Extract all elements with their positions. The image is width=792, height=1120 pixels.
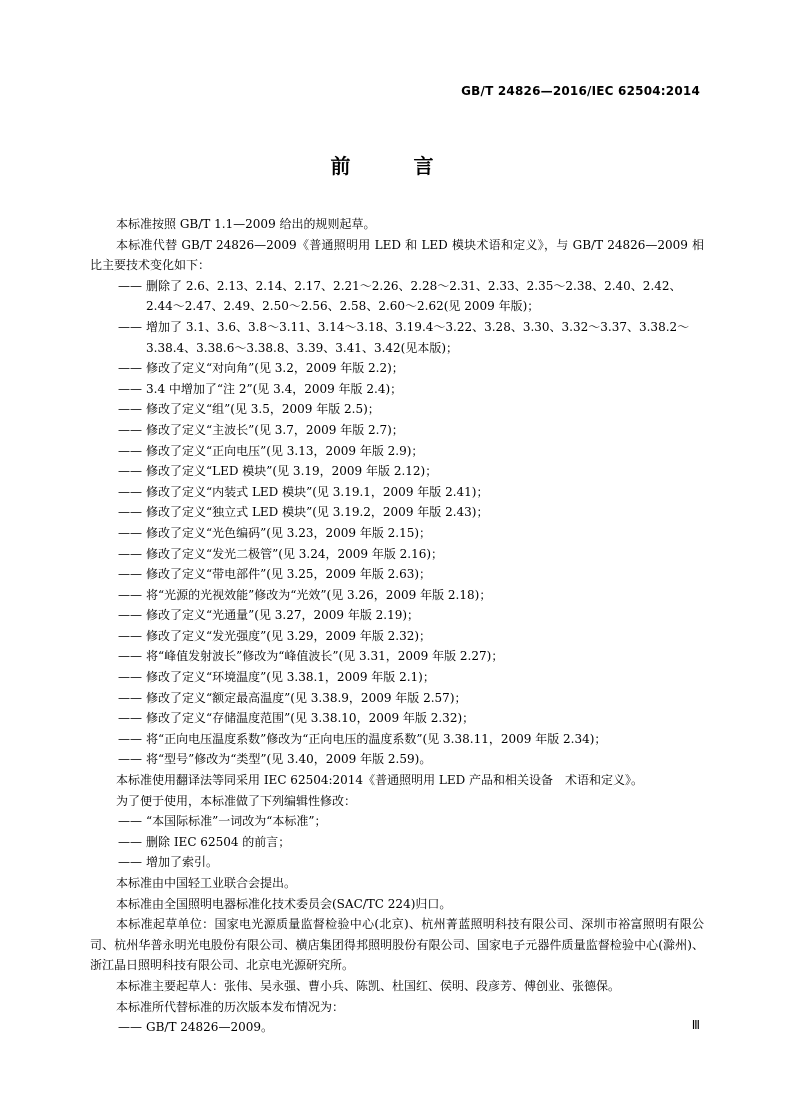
list-item bbox=[118, 379, 704, 400]
list-item bbox=[118, 544, 704, 565]
dash-marker: —— bbox=[118, 505, 142, 520]
paragraph: 本标准由中国轻工业联合会提出。 bbox=[116, 876, 297, 890]
dash-marker: —— bbox=[118, 546, 142, 561]
dash-marker: —— bbox=[118, 319, 142, 334]
dash-marker: —— bbox=[118, 402, 142, 417]
list-item bbox=[118, 317, 704, 358]
list-item bbox=[118, 420, 704, 441]
list-item-text: 将“型号”修改为“类型”(见 3.40，2009 年版 2.59)。 bbox=[146, 752, 432, 767]
paragraph: 本标准使用翻译法等同采用 IEC 62504:2014《普通照明用 LED 产品和相关设备 术语和定义》。 bbox=[116, 773, 644, 788]
list-item bbox=[118, 667, 704, 688]
history-list bbox=[90, 1017, 704, 1038]
list-item-text: 修改了定义“发光二极管”(见 3.24，2009 年版 2.16)； bbox=[146, 546, 444, 561]
page-title: 前 言 bbox=[330, 154, 462, 178]
dash-marker: —— bbox=[118, 690, 142, 705]
dash-marker: —— bbox=[118, 814, 142, 829]
list-item-text: 修改了定义“对向角”(见 3.2，2009 年版 2.2)； bbox=[146, 361, 404, 376]
list-item-text: 修改了定义“额定最高温度”(见 3.38.9，2009 年版 2.57)； bbox=[146, 690, 467, 705]
list-item bbox=[118, 729, 704, 750]
list-item bbox=[118, 564, 704, 585]
dash-marker: —— bbox=[118, 628, 142, 643]
list-item-text: 增加了索引。 bbox=[146, 855, 219, 870]
dash-marker: —— bbox=[118, 670, 142, 685]
list-item bbox=[118, 688, 704, 709]
list-item bbox=[118, 646, 704, 667]
standard-code-header: GB/T 24826—2016/IEC 62504:2014 bbox=[461, 84, 700, 98]
list-item bbox=[118, 852, 704, 873]
list-item-text: 修改了定义“LED 模块”(见 3.19，2009 年版 2.12)； bbox=[146, 464, 438, 479]
document-body bbox=[90, 214, 704, 1038]
list-item-text: 将“正向电压温度系数”修改为“正向电压的温度系数”(见 3.38.11，2009 年版 2.34)； bbox=[146, 731, 607, 746]
dash-marker: —— bbox=[118, 361, 142, 376]
list-item-text: “本国际标准”一词改为“本标准”； bbox=[146, 814, 327, 829]
list-item-text: 修改了定义“独立式 LED 模块”(见 3.19.2，2009 年版 2.43)； bbox=[146, 505, 489, 520]
list-item-text: 将“光源的光视效能”修改为“光效”(见 3.26，2009 年版 2.18)； bbox=[146, 587, 492, 602]
dash-marker: —— bbox=[118, 649, 142, 664]
dash-marker: —— bbox=[118, 464, 142, 479]
list-item-text: 修改了定义“带电部件”(见 3.25，2009 年版 2.63)； bbox=[146, 567, 432, 582]
dash-marker: —— bbox=[118, 711, 142, 726]
list-item bbox=[118, 502, 704, 523]
list-item bbox=[118, 399, 704, 420]
list-item-text: 删除 IEC 62504 的前言； bbox=[146, 834, 291, 849]
list-item bbox=[118, 523, 704, 544]
list-item-text: 修改了定义“正向电压”(见 3.13，2009 年版 2.9)； bbox=[146, 443, 424, 458]
list-item bbox=[118, 749, 704, 770]
dash-marker: —— bbox=[118, 1020, 142, 1035]
page-number: Ⅲ bbox=[691, 1018, 700, 1032]
list-item bbox=[118, 605, 704, 626]
paragraph: 本标准所代替标准的历次版本发布情况为： bbox=[116, 999, 345, 1014]
list-item bbox=[118, 626, 704, 647]
dash-marker: —— bbox=[118, 834, 142, 849]
dash-marker: —— bbox=[118, 525, 142, 540]
paragraph: 本标准代替 GB/T 24826—2009《普通照明用 LED 和 LED 模块术语和定义》，与 GB/T 24826—2009 相比主要技术变化如下： bbox=[90, 237, 704, 273]
list-item-text: 将“峰值发射波长”修改为“峰值波长”(见 3.31，2009 年版 2.27)； bbox=[146, 649, 504, 664]
dash-marker: —— bbox=[118, 567, 142, 582]
dash-marker: —— bbox=[118, 608, 142, 623]
dash-marker: —— bbox=[118, 855, 142, 870]
list-item-text: 修改了定义“光色编码”(见 3.23，2009 年版 2.15)； bbox=[146, 525, 432, 540]
list-item-text: 修改了定义“光通量”(见 3.27，2009 年版 2.19)； bbox=[146, 608, 420, 623]
paragraph: 本标准起草单位：国家电光源质量监督检验中心(北京)、杭州菁蓝照明科技有限公司、深圳市裕富照明有限公司、杭州华普永明光电股份有限公司、横店集团得邦照明股份有限公司、国家电子元器件质量监督检验中心(滁州)、浙江晶日照明科技有限公司、北京电光源研究所。 bbox=[90, 917, 704, 973]
list-item-text: 修改了定义“主波长”(见 3.7，2009 年版 2.7)； bbox=[146, 422, 404, 437]
list-item-text: 3.4 中增加了“注 2”(见 3.4，2009 年版 2.4)； bbox=[146, 381, 403, 396]
paragraph: 本标准由全国照明电器标准化技术委员会(SAC/TC 224)归口。 bbox=[116, 896, 452, 911]
paragraph: 为了便于使用，本标准做了下列编辑性修改： bbox=[116, 793, 357, 808]
list-item-text: 增加了 3.1、3.6、3.8～3.11、3.14～3.18、3.19.4～3.22、3.28、3.30、3.32～3.37、3.38.2～3.38.4、3.38.6～3.38.8、3.39、3.41、3.42(见本版)； bbox=[146, 319, 690, 355]
paragraph: 本标准主要起草人：张伟、吴永强、曹小兵、陈凯、杜国红、侯明、段彦芳、傅创业、张德保。 bbox=[116, 978, 621, 993]
list-item-text: 修改了定义“存储温度范围”(见 3.38.10，2009 年版 2.32)； bbox=[146, 711, 475, 726]
list-item bbox=[118, 585, 704, 606]
dash-marker: —— bbox=[118, 422, 142, 437]
editorial-changes-list bbox=[90, 811, 704, 873]
dash-marker: —— bbox=[118, 484, 142, 499]
list-item bbox=[118, 358, 704, 379]
list-item-text: 修改了定义“发光强度”(见 3.29，2009 年版 2.32)； bbox=[146, 628, 432, 643]
list-item bbox=[118, 276, 704, 317]
dash-marker: —— bbox=[118, 278, 142, 293]
list-item-text: GB/T 24826—2009。 bbox=[146, 1020, 273, 1035]
dash-marker: —— bbox=[118, 731, 142, 746]
dash-marker: —— bbox=[118, 443, 142, 458]
list-item bbox=[118, 441, 704, 462]
list-item bbox=[118, 832, 704, 853]
list-item-text: 修改了定义“内装式 LED 模块”(见 3.19.1，2009 年版 2.41)； bbox=[146, 484, 489, 499]
list-item-text: 删除了 2.6、2.13、2.14、2.17、2.21～2.26、2.28～2.31、2.33、2.35～2.38、2.40、2.42、2.44～2.47、2.49、2.50～2.56、2.58、2.60～2.62(见 2009 年版)； bbox=[146, 278, 682, 314]
list-item bbox=[118, 708, 704, 729]
list-item-text: 修改了定义“环境温度”(见 3.38.1，2009 年版 2.1)； bbox=[146, 670, 435, 685]
dash-marker: —— bbox=[118, 587, 142, 602]
list-item bbox=[118, 461, 704, 482]
technical-changes-list bbox=[90, 276, 704, 770]
dash-marker: —— bbox=[118, 381, 142, 396]
paragraph: 本标准按照 GB/T 1.1—2009 给出的规则起草。 bbox=[116, 217, 376, 231]
list-item bbox=[118, 1017, 704, 1038]
list-item bbox=[118, 811, 704, 832]
list-item bbox=[118, 482, 704, 503]
list-item-text: 修改了定义“组”(见 3.5，2009 年版 2.5)； bbox=[146, 402, 380, 417]
dash-marker: —— bbox=[118, 752, 142, 767]
